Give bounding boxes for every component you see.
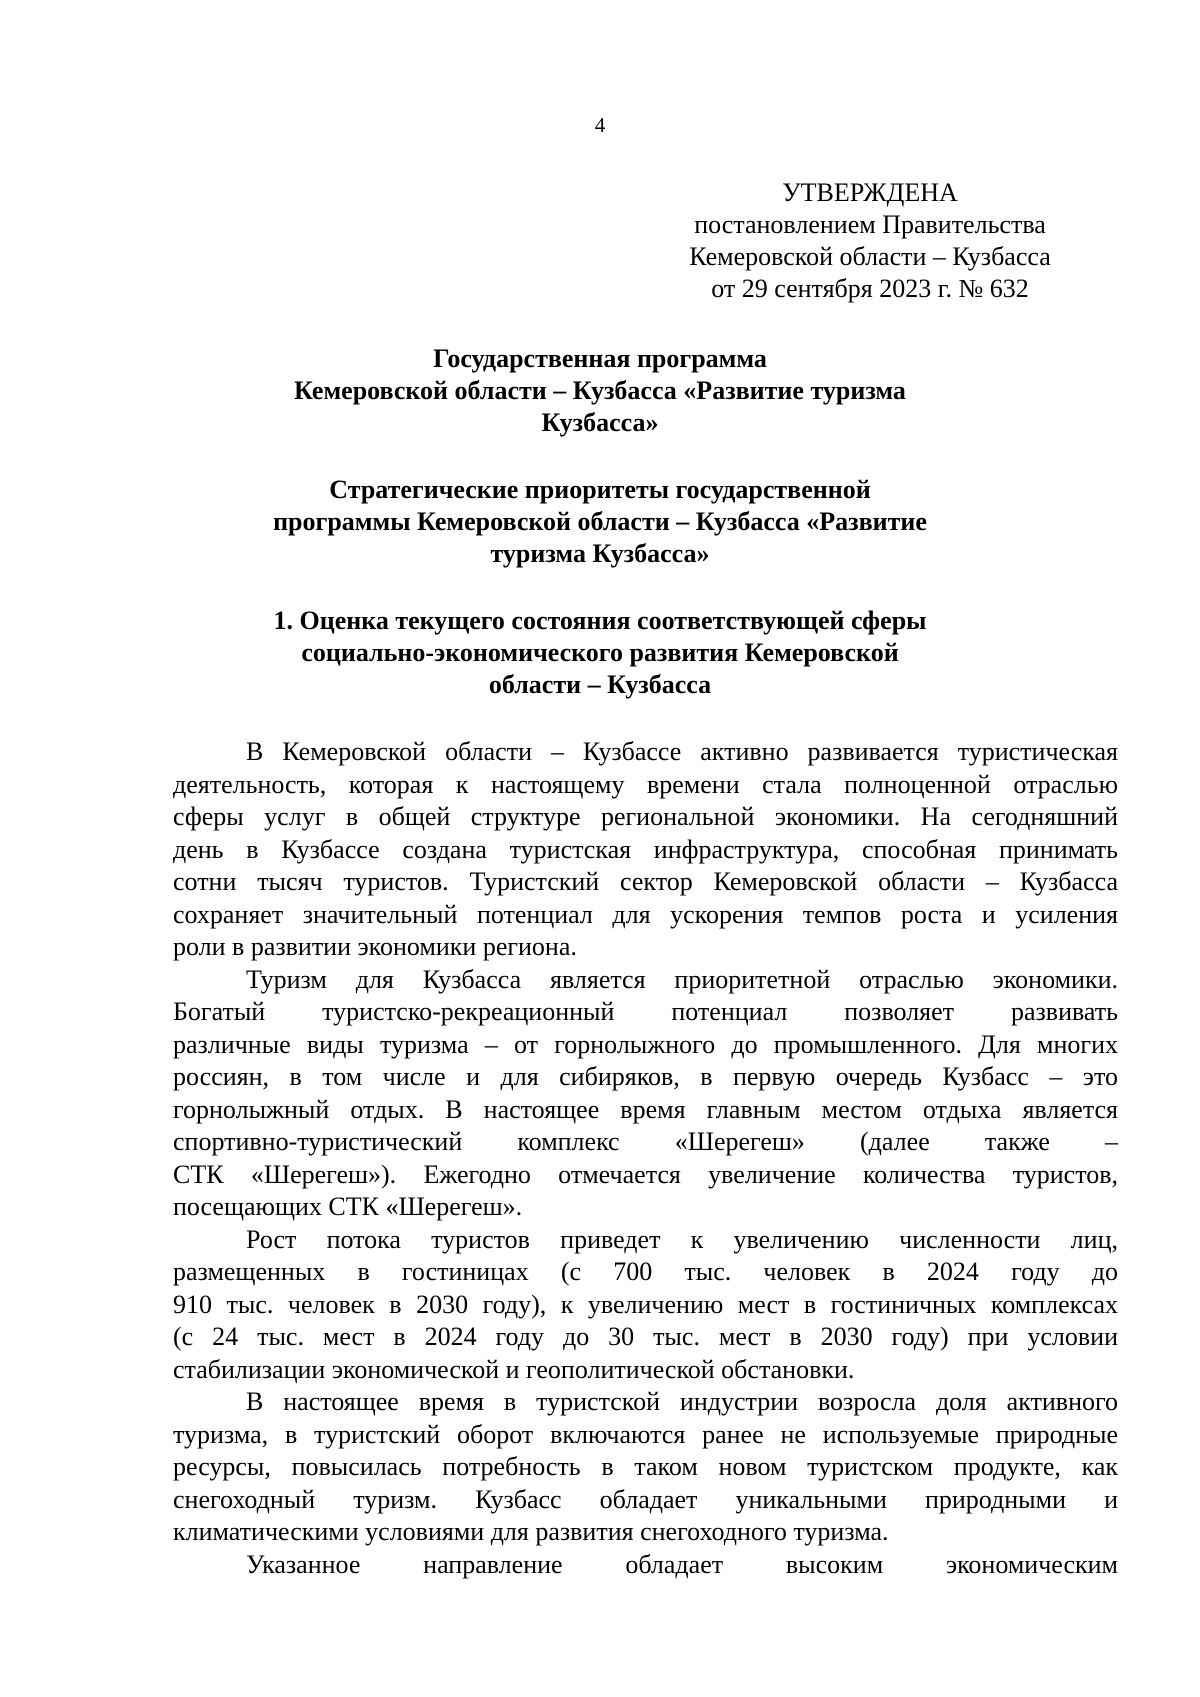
approval-line-3: от 29 сентября 2023 г. № 632 [711, 274, 1029, 303]
paragraph-line: Богатый туристско-рекреационный потенциал позволяет развивать [173, 997, 1118, 1026]
paragraph [173, 1549, 1118, 1582]
program-title-line-2: Кемеровской области – Кузбасса «Развитие туризма [294, 376, 906, 405]
program-title [240, 343, 960, 439]
paragraph-line: размещенных в гостиницах (с 700 тыс. человек в 2024 году до [173, 1257, 1118, 1286]
priorities-title-line-1: Стратегические приоритеты государственной [329, 475, 871, 504]
paragraph-line: сохраняет значительный потенциал для ускорения темпов роста и усиления [173, 899, 1118, 929]
priorities-title-line-3: туризма Кузбасса» [490, 539, 710, 568]
paragraph [173, 1386, 1118, 1549]
paragraph-line: россиян, в том числе и для сибиряков, в первую очередь Кузбасс – это [173, 1062, 1118, 1091]
paragraph-line: 910 тыс. человек в 2030 году), к увеличению мест в гостиничных комплексах [173, 1289, 1118, 1319]
paragraph [173, 1224, 1118, 1387]
paragraph-line: В настоящее время в туристской индустрии возросла доля активного [246, 1387, 1118, 1416]
approval-title: УТВЕРЖДЕНА [782, 178, 958, 207]
page-number: 4 [594, 113, 606, 137]
paragraph [173, 736, 1118, 964]
paragraph-line: климатическими условиями для развития снегоходного туризма. [173, 1517, 889, 1546]
paragraph-line: туризма, в туристский оборот включаются ранее не используемые природные [173, 1419, 1118, 1449]
paragraph-line: В Кемеровской области – Кузбассе активно развивается туристическая [246, 737, 1118, 766]
program-title-line-1: Государственная программа [433, 344, 767, 373]
paragraph-line: день в Кузбассе создана туристская инфраструктура, способная принимать [173, 834, 1118, 864]
paragraph-line: Туризм для Кузбасса является приоритетной отраслью экономики. [246, 964, 1118, 994]
program-title-line-3: Кузбасса» [541, 408, 659, 437]
paragraph-line: снегоходный туризм. Кузбасс обладает уникальными природными и [173, 1484, 1118, 1514]
paragraph-line: сферы услуг в общей структуре региональной экономики. На сегодняшний [173, 802, 1118, 831]
paragraph-line: различные виды туризма – от горнолыжного до промышленного. Для многих [173, 1029, 1118, 1059]
paragraph-line: спортивно-туристический комплекс «Шерегеш» (далее также – [173, 1127, 1118, 1156]
paragraph-line: (с 24 тыс. мест в 2024 году до 30 тыс. мест в 2030 году) при условии [173, 1322, 1118, 1351]
paragraph-line: роли в развитии экономики региона. [173, 932, 577, 961]
paragraph [173, 964, 1118, 1224]
approval-line-2: Кемеровской области – Кузбасса [689, 242, 1051, 271]
paragraph-line: СТК «Шерегеш»). Ежегодно отмечается увеличение количества туристов, [173, 1159, 1118, 1189]
section-heading [240, 605, 960, 701]
approval-line-1: постановлением Правительства [694, 210, 1046, 239]
paragraph-line: Рост потока туристов приведет к увеличению численности лиц, [246, 1224, 1118, 1254]
section-heading-line-3: области – Кузбасса [488, 670, 712, 699]
priorities-title [240, 474, 960, 570]
section-heading-line-1: 1. Оценка текущего состояния соответствующей сферы [273, 606, 927, 635]
paragraph-line: ресурсы, повысилась потребность в таком новом туристском продукте, как [173, 1452, 1118, 1481]
body-text [173, 736, 1118, 1581]
paragraph-line: стабилизации экономической и геополитической обстановки. [173, 1354, 855, 1384]
paragraph-line: деятельность, которая к настоящему времени стала полноценной отраслью [173, 769, 1118, 799]
paragraph-line: посещающих СТК «Шерегеш». [173, 1192, 523, 1221]
paragraph-line: сотни тысяч туристов. Туристский сектор Кемеровской области – Кузбасса [173, 867, 1118, 896]
paragraph-line: Указанное направление обладает высоким экономическим [246, 1549, 1118, 1579]
approval-stamp-block [660, 177, 1080, 305]
section-heading-line-2: социально-экономического развития Кемеровской [301, 638, 899, 667]
priorities-title-line-2: программы Кемеровской области – Кузбасса «Развитие [273, 507, 927, 536]
paragraph-line: горнолыжный отдых. В настоящее время главным местом отдыха является [173, 1094, 1118, 1124]
